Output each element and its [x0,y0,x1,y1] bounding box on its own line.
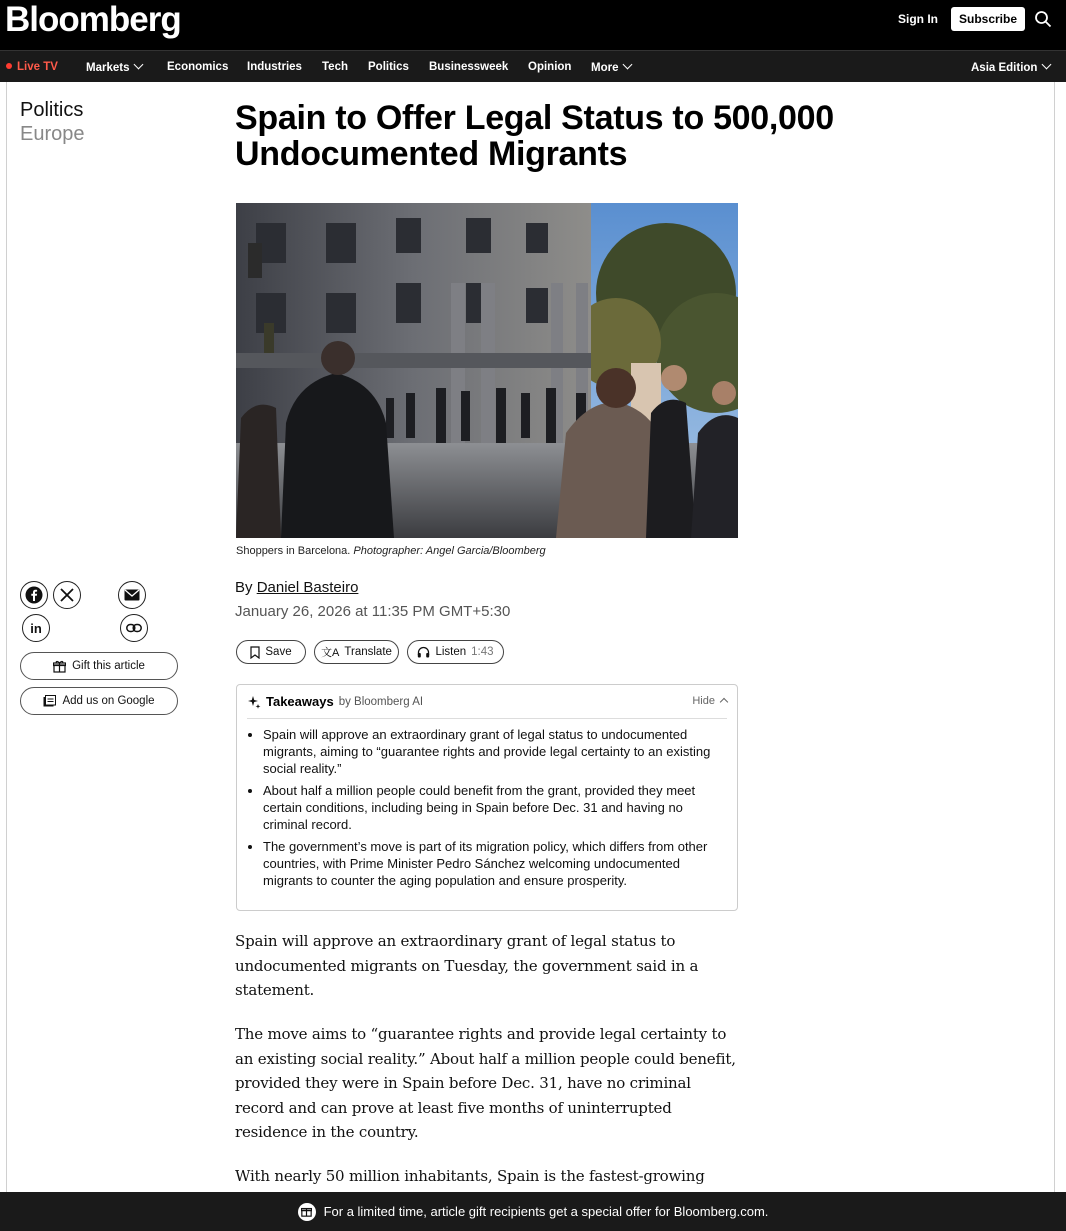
nav-industries[interactable]: Industries [247,61,302,73]
nav-opinion[interactable]: Opinion [528,61,572,73]
photo-caption [236,545,546,557]
byline-prefix: By [235,579,257,596]
page-frame-left [6,82,7,1192]
save-button[interactable] [236,640,306,664]
takeaways-title: Takeaways [266,694,334,709]
add-us-on-google-label: Add us on Google [62,695,155,707]
share-x-button[interactable] [53,581,81,609]
email-icon [124,589,140,601]
save-label: Save [265,646,292,658]
chevron-down-icon [1042,60,1052,70]
headphones-icon [417,646,430,658]
article-paragraph: With nearly 50 million inhabitants, Spain is the fastest-growing [235,1167,705,1185]
takeaway-item: • The government’s move is part of its migration policy, which differs from other countries, with Prime Minister Pedro Sánchez welcoming undocumented migrants to counter the aging population and ensure prosperity. [263,838,723,889]
byline [235,579,358,596]
listen-duration: 1:43 [471,646,494,658]
bookmark-icon [250,646,260,659]
gift-article-label: Gift this article [72,660,145,672]
share-linkedin-button[interactable] [22,614,50,642]
hide-label: Hide [692,695,715,707]
link-icon [126,623,142,633]
nav-businessweek[interactable]: Businessweek [429,61,509,73]
nav-economics[interactable]: Economics [167,61,229,73]
takeaways-hide-button[interactable] [692,695,727,707]
subscribe-button[interactable]: Subscribe [951,7,1025,31]
caption-text: Shoppers in Barcelona. [236,545,354,557]
nav-more[interactable] [591,61,631,74]
takeaway-item: • Spain will approve an extraordinary grant of legal status to undocumented migrants, aiming to “guarantee rights and provide legal certainty to an existing social reality.” [263,726,723,777]
x-icon [59,587,75,603]
nav-markets-label: Markets [86,62,130,74]
publish-date: January 26, 2026 at 11:35 PM GMT+5:30 [235,603,511,620]
sign-in-link[interactable]: Sign In [898,12,938,26]
sparkle-icon [247,695,261,709]
article-headline: Spain to Offer Legal Status to 500,000 Undocumented Migrants [235,99,834,173]
share-facebook-button[interactable] [20,581,48,609]
page-frame-right [1054,82,1055,1192]
share-email-button[interactable] [118,581,146,609]
takeaways-panel [236,684,738,911]
subsection-label[interactable]: Europe [20,123,85,145]
nav-tech[interactable]: Tech [322,61,348,73]
nav-politics[interactable]: Politics [368,61,409,73]
copy-link-button[interactable] [120,614,148,642]
nav-markets[interactable] [86,61,142,74]
author-link[interactable]: Daniel Basteiro [256,579,359,596]
takeaways-attribution: by Bloomberg AI [338,695,424,708]
linkedin-icon: in [30,620,42,636]
takeaways-header [247,694,423,709]
nav-live-tv-label: Live TV [17,61,58,73]
takeaway-item: • About half a million people could benefit from the grant, provided they meet certain conditions, including being in Spain before Dec. 31 and having no criminal record. [263,782,723,833]
listen-label: Listen [435,646,467,658]
translate-icon: 文A [321,647,340,659]
live-dot-icon [6,63,12,69]
chevron-down-icon [134,60,144,70]
translate-button[interactable] [314,640,399,664]
gift-icon [53,660,66,673]
nav-live-tv[interactable] [6,61,58,73]
takeaways-list [263,726,723,894]
facebook-icon [25,586,43,604]
nav-more-label: More [591,62,619,74]
main-nav [0,50,1066,82]
chevron-down-icon [623,60,633,70]
article-paragraph: The move aims to “guarantee rights and provide legal certainty to an existing social reality.” About half a million people could benefit, provided they were in Spain before Dec. 31, have no criminal record and can prove at least five months of uninterrupted residence in the country. [235,1025,736,1141]
chevron-up-icon [720,698,728,706]
caption-credit: Photographer: Angel Garcia/Bloomberg [353,545,546,557]
gift-offer-banner[interactable] [0,1192,1066,1231]
article-paragraph: Spain will approve an extraordinary grant of legal status to undocumented migrants on Tuesday, the government said in a statement. [235,932,699,999]
google-news-icon [43,695,56,707]
bloomberg-logo[interactable]: Bloomberg [5,0,181,39]
gift-article-button[interactable] [20,652,178,680]
translate-label: Translate [344,646,392,658]
gift-icon [298,1203,316,1221]
search-icon[interactable] [1034,10,1052,28]
top-header [0,0,1066,50]
takeaways-divider [247,718,727,719]
hero-photo [236,203,738,538]
banner-text: For a limited time, article gift recipients get a special offer for Bloomberg.com. [323,1204,769,1219]
nav-edition[interactable] [971,61,1050,74]
add-us-on-google-button[interactable] [20,687,178,715]
nav-edition-label: Asia Edition [971,62,1038,74]
section-label[interactable]: Politics [20,99,84,121]
listen-button[interactable] [407,640,504,664]
